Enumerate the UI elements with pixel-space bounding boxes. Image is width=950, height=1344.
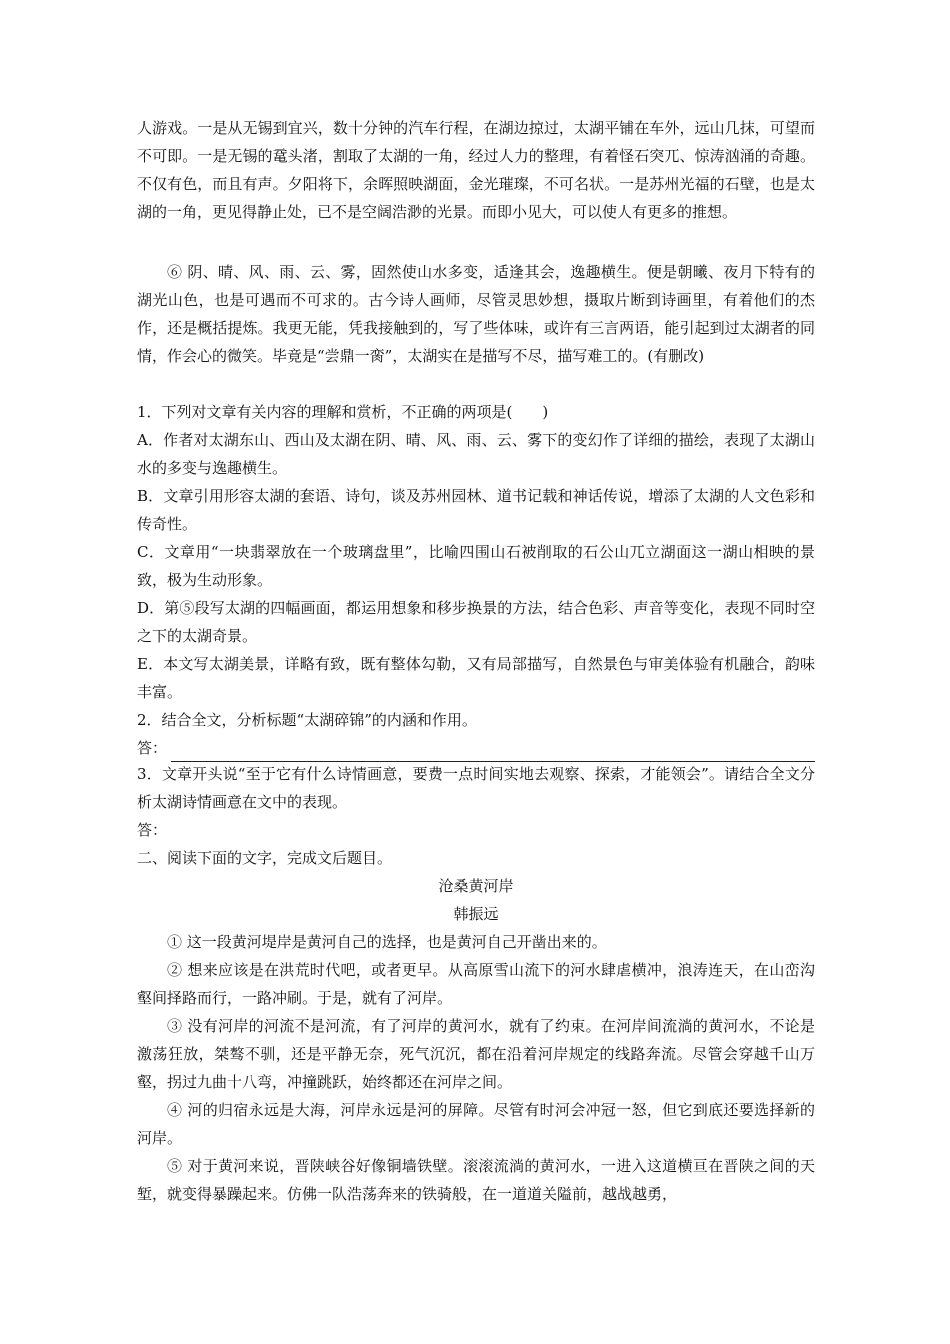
paragraph: ⑥ 阴、晴、风、雨、云、雾，固然使山水多变，适逢其会，逸趣横生。便是朝曦、夜月下特有的湖光山色，也是可遇而不可求的。古今诗人画师，尽管灵思妙想，摄取片断到诗画里，有着他们的杰作，还是概括提炼。我更无能，凭我接触到的，写了些体味，或许有三言两语，能引起到过太湖者的同情，作会心的微笑。毕竟是“尝鼎一脔”，太湖实在是描写不尽，描写难工的。(有删改) — [137, 263, 815, 365]
answer-blank[interactable] — [171, 742, 815, 762]
paragraph: ④ 河的归宿永远是大海，河岸永远是河的屏障。尽管有时河会冲冠一怒，但它到底还要选择新的河岸。 — [137, 1101, 815, 1147]
question-2 — [137, 706, 815, 762]
option-c: C．文章用“一块翡翠放在一个玻璃盘里”，比喻四围山石被削取的石公山兀立湖面这一湖山相映的景致，极为生动形象。 — [137, 543, 815, 589]
answer-label: 答： — [137, 821, 168, 839]
section-heading: 二、阅读下面的文字，完成文后题目。 — [137, 849, 393, 867]
option-a: A．作者对太湖东山、西山及太湖在阴、晴、风、雨、云、雾下的变幻作了详细的描绘，表现了太湖山水的多变与逸趣横生。 — [137, 431, 815, 477]
paragraph: ⑤ 对于黄河来说，晋陕峡谷好像铜墙铁壁。滚滚流淌的黄河水，一进入这道横亘在晋陕之间的天堑，就变得暴躁起来。仿佛一队浩荡奔来的铁骑般，在一道道关隘前，越战越勇， — [137, 1157, 815, 1203]
passage1-para5-continued — [137, 114, 815, 226]
question-stem: 1．下列对文章有关内容的理解和赏析，不正确的两项是( ) — [137, 403, 549, 421]
option-b: B．文章引用形容太湖的套语、诗句，谈及苏州园林、道书记载和神话传说，增添了太湖的人文色彩和传奇性。 — [137, 487, 815, 533]
passage1-para6 — [137, 258, 815, 370]
answer-line[interactable] — [137, 734, 815, 762]
question-3 — [137, 760, 815, 844]
paragraph: ② 想来应该是在洪荒时代吧，或者更早。从高原雪山流下的河水肆虐横冲，浪涛连天，在山峦沟壑间择路而行，一路冲刷。于是，就有了河岸。 — [137, 961, 815, 1007]
paragraph: ③ 没有河岸的河流不是河流，有了河岸的黄河水，就有了约束。在河岸间流淌的黄河水，不论是激荡狂放，桀骜不驯，还是平静无奈，死气沉沉，都在沿着河岸规定的线路奔流。尽管会穿越千山万壑，拐过九曲十八弯，冲撞跳跃，始终都还在河岸之间。 — [137, 1017, 815, 1091]
article-author: 韩振远 — [453, 905, 499, 923]
question-1 — [137, 398, 815, 706]
option-d: D．第⑤段写太湖的四幅画面，都运用想象和移步换景的方法，结合色彩、声音等变化，表现不同时空之下的太湖奇景。 — [137, 599, 815, 645]
section-2 — [137, 844, 815, 1208]
article-title: 沧桑黄河岸 — [438, 877, 514, 895]
question-stem: 3．文章开头说“至于它有什么诗情画意，要费一点时间实地去观察、探索，才能领会”。请结合全文分析太湖诗情画意在文中的表现。 — [137, 765, 815, 811]
question-stem: 2．结合全文，分析标题“太湖碎锦”的内涵和作用。 — [137, 711, 477, 729]
option-e: E．本文写太湖美景，详略有致，既有整体勾勒，又有局部描写，自然景色与审美体验有机融合，韵味丰富。 — [137, 655, 815, 701]
paragraph: ① 这一段黄河堤岸是黄河自己的选择，也是黄河自己开凿出来的。 — [167, 933, 607, 951]
answer-label: 答： — [137, 739, 168, 757]
paragraph: 人游戏。一是从无锡到宜兴，数十分钟的汽车行程，在湖边掠过，太湖平铺在车外，远山几抹，可望而不可即。一是无锡的鼋头渚，割取了太湖的一角，经过人力的整理，有着怪石突兀、惊涛汹涌的奇趣。不仅有色，而且有声。夕阳将下，余晖照映湖面，金光璀璨，不可名状。一是苏州光福的石壁，也是太湖的一角，更见得静止处，已不是空阔浩渺的光景。而即小见大，可以使人有更多的推想。 — [137, 119, 815, 221]
